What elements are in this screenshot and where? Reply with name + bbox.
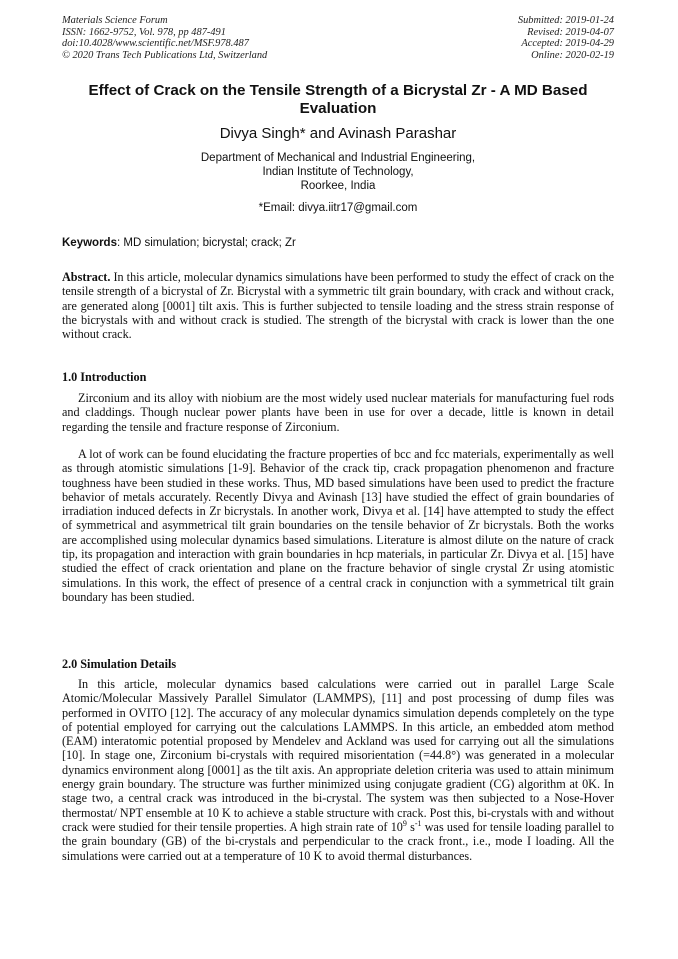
corresponding-email: *Email: divya.iitr17@gmail.com: [258, 202, 418, 214]
abstract: [62, 270, 614, 341]
journal-name: Materials Science Forum: [62, 15, 168, 26]
simulation-text-part-2: was used for tensile loading parallel to the grain boundary (GB) of the bi-crystals and perpendicular to the crack front., i.e., mode I loading. All the simulations were carried out at a temperature of 10 K to avoid thermal disturbances.: [62, 819, 614, 863]
journal-copyright: © 2020 Trans Tech Publications Ltd, Switzerland: [62, 49, 268, 61]
simulation-text-part-1: In this article, molecular dynamics based calculations were carried out in parallel Large Scale Atomic/Molecular Massively Parallel Simulator (LAMMPS), [11] and post processing of dump files was performed in OVITO [12]. The accuracy of any molecular dynamics simulation depends completely on the type of potential employed for carrying out the calculations LAMMPS. In this article, an embedded atom method (EAM) interatomic potential proposed by Mendelev and Ackland was used for carrying out all the simulations [10]. In stage one, Zirconium bi-crystals with required misorientation (=44.8°) was generated in a molecular dynamics environment along [0001] as the tilt axis. An appropriate deletion criteria was used to attain minimum energy grain boundary. The structure was further minimized using conjugate gradient (CG) algorithm at 0K. In stage two, a central crack was introduced in the bi-crystal. The system was then subjected to a Nose-Hover thermostat/ NPT ensemble at 10 K to achieve a stable structure with crack. Post this, bi-crystals with and without crack were studied for their tensile properties. A high strain rate of 10: [62, 677, 614, 834]
paper-authors: Divya Singh* and Avinash Parashar: [219, 125, 457, 142]
date-revised: Revised: 2019-04-07: [527, 26, 614, 38]
section-heading-simulation-details: 2.0 Simulation Details: [62, 657, 177, 671]
keywords-text: : MD simulation; bicrystal; crack; Zr: [116, 237, 296, 249]
journal-doi: doi:10.4028/www.scientific.net/MSF.978.487: [62, 38, 249, 50]
intro-paragraph-1: Zirconium and its alloy with niobium are the most widely used nuclear materials for manufacturing fuel rods and claddings. Though nuclear power plants have been in use for over a decade, little is known in detail regarding the tensile and fracture response of Zirconium.: [62, 391, 614, 434]
journal-issn: ISSN: 1662-9752, Vol. 978, pp 487-491: [62, 26, 226, 38]
abstract-label: Abstract.: [62, 270, 111, 284]
abstract-text: In this article, molecular dynamics simulations have been performed to study the effect of crack on the tensile strength of a bicrystal of Zr. Bicrystal with a symmetric tilt grain boundary, with crack and without crack, are generated along [0001] tilt axis. This is further subjected to tensile loading and the stress strain response of the bicrystals with and without crack is studied. The strength of the bicrystal with crack is lower than the one without crack.: [62, 270, 614, 342]
author-affiliation: [62, 151, 614, 194]
intro-paragraph-2: A lot of work can be found elucidating the fracture properties of bcc and fcc materials, experimentally as well as through atomistic simulations [1-9]. Behavior of the crack tip, crack propagation phenomenon and fracture toughness have been studied in these works. Thus, MD based simulations have been used to predict the fracture behavior of metals accurately. Recently Divya and Avinash [13] have studied the effect of grain boundaries of irradiation induced defects in Zr bicrystals. In another work, Divya et al. [14] have attempted to study the effect of symmetrical and asymmetrical tilt grain boundaries on the tensile behavior of Zr bicrystals. Both the works are accomplished using molecular dynamics based simulations. Literature is almost dilute on the nature of crack tip, its propagation and interaction with grain boundaries in hcp materials, in particular Zr. Divya et al. [15] have studied the effect of crack orientation and plane on the fracture behavior of single crystal Zr using atomistic simulations. In this work, the effect of presence of a central crack in conjunction with a symmetrical tilt grain boundary has been studied.: [62, 447, 614, 604]
section-heading-introduction: 1.0 Introduction: [62, 370, 147, 384]
keywords: [62, 236, 614, 250]
simulation-paragraph: [62, 677, 614, 863]
strain-rate-unit-exponent: -1: [414, 818, 422, 828]
keywords-label: Keywords: [62, 237, 117, 249]
journal-info: [62, 15, 267, 61]
affiliation-institute: Indian Institute of Technology,: [262, 166, 414, 179]
affiliation-location: Roorkee, India: [300, 180, 376, 193]
paper-title: Effect of Crack on the Tensile Strength of a Bicrystal Zr - A MD Based Evaluation: [88, 82, 588, 117]
strain-rate-unit: s: [406, 819, 415, 834]
affiliation-department: Department of Mechanical and Industrial Engineering,: [200, 152, 476, 164]
date-accepted: Accepted: 2019-04-29: [521, 38, 614, 50]
date-online: Online: 2020-02-19: [531, 49, 614, 61]
strain-rate-exponent: 9: [402, 818, 407, 828]
date-submitted: Submitted: 2019-01-24: [517, 15, 614, 26]
submission-dates: [518, 15, 614, 61]
